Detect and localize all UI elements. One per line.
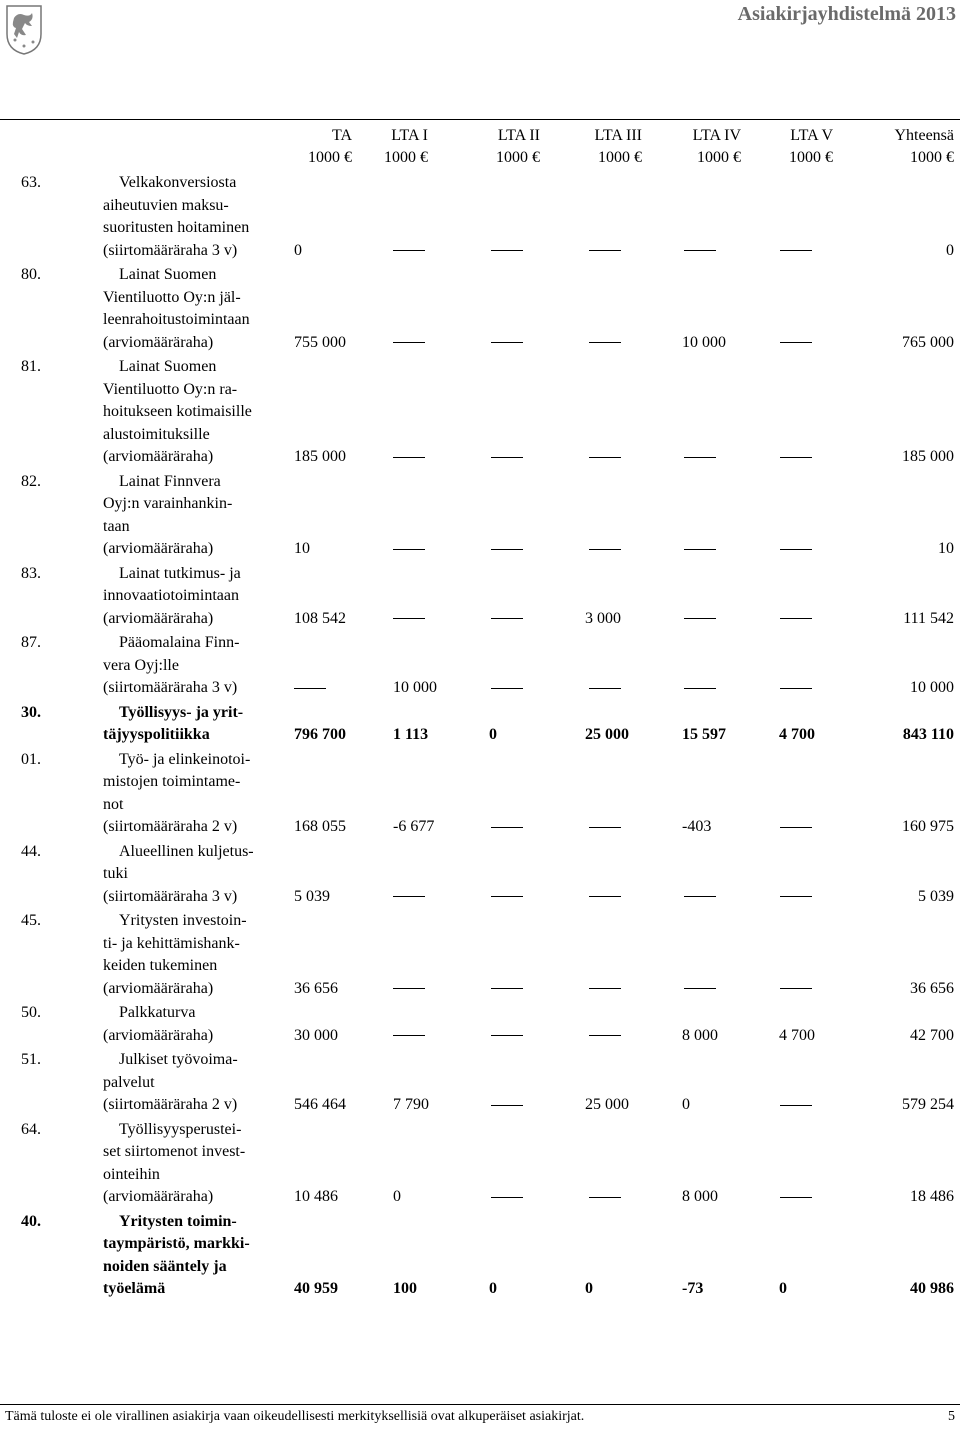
empty-value-dash	[780, 457, 812, 458]
row-label-line: (arviomääräraha)	[103, 540, 214, 557]
column-unit-1: 1000 €	[308, 149, 352, 166]
row-number: 81.	[21, 358, 41, 375]
row-label-line: palvelut	[103, 1073, 155, 1091]
row-total: 10	[938, 540, 954, 557]
row-label	[103, 563, 289, 631]
row-number: 63.	[21, 174, 41, 191]
empty-value-dash	[684, 618, 716, 619]
row-label-line: innovaatiotoimintaan	[103, 587, 239, 604]
column-unit-4: 1000 €	[598, 149, 642, 166]
row-value: 185 000	[294, 448, 346, 465]
column-head-4: LTA III	[594, 127, 642, 144]
row-value: -403	[682, 818, 712, 835]
row-label	[103, 1211, 289, 1301]
column-unit-6: 1000 €	[789, 149, 833, 166]
empty-value-dash	[589, 688, 621, 689]
empty-value-dash	[491, 549, 523, 550]
empty-value-dash	[491, 988, 523, 989]
empty-value-dash	[491, 250, 523, 251]
row-label-line: työelämä	[103, 1280, 166, 1297]
row-label-line: Lainat Finnvera	[119, 472, 221, 490]
column-unit-7: 1000 €	[910, 149, 954, 166]
empty-value-dash	[684, 549, 716, 550]
row-label-line: täjyyspolitiikka	[103, 726, 210, 743]
row-number: 83.	[21, 564, 41, 582]
column-unit-5: 1000 €	[697, 149, 741, 166]
row-label-line: Yritysten investoin-	[119, 912, 247, 929]
budget-table	[0, 172, 960, 1303]
table-row	[0, 1119, 960, 1209]
empty-value-dash	[780, 1105, 812, 1106]
row-total: 843 110	[902, 726, 954, 743]
row-value: 100	[393, 1280, 417, 1297]
column-head-2: LTA I	[391, 127, 428, 144]
row-number: 64.	[21, 1120, 41, 1138]
row-label-line: not	[103, 795, 124, 813]
row-value: 30 000	[294, 1026, 338, 1044]
coat-of-arms-lion-icon	[5, 4, 43, 56]
row-number: 01.	[21, 750, 41, 768]
row-label-line: Palkkaturva	[119, 1004, 196, 1021]
empty-value-dash	[589, 342, 621, 343]
row-label-line: (siirtomääräraha 3 v)	[103, 887, 238, 905]
row-number: 40.	[21, 1212, 41, 1230]
row-value: 8 000	[682, 1026, 718, 1044]
empty-value-dash	[393, 250, 425, 251]
empty-value-dash	[589, 827, 621, 828]
column-head-7: Yhteensä	[894, 127, 954, 144]
row-label-line: Alueellinen kuljetus-	[119, 842, 254, 860]
row-label-line: leenrahoitustoimintaan	[103, 311, 250, 328]
row-spacer	[0, 1301, 960, 1303]
row-label-line: Lainat Suomen	[119, 266, 217, 283]
row-label-line: set siirtomenot invest-	[103, 1143, 246, 1160]
table-row	[0, 702, 960, 747]
document-title: Asiakirjayhdistelmä 2013	[737, 3, 956, 25]
row-value: 0	[585, 1280, 593, 1297]
row-value: 796 700	[294, 726, 346, 743]
row-label-line: aiheutuvien maksu-	[103, 196, 229, 214]
row-label-line: (arviomääräraha)	[103, 979, 214, 997]
empty-value-dash	[780, 896, 812, 897]
empty-value-dash	[491, 1105, 523, 1106]
row-label-line: (arviomääräraha)	[103, 1026, 214, 1044]
row-number: 87.	[21, 634, 41, 651]
row-value: 25 000	[585, 1096, 629, 1113]
table-row	[0, 264, 960, 354]
empty-value-dash	[393, 1035, 425, 1036]
row-value: 0	[682, 1096, 690, 1113]
row-value: 7 790	[393, 1096, 429, 1113]
empty-value-dash	[780, 549, 812, 550]
table-row	[0, 1049, 960, 1117]
footer-disclaimer: Tämä tuloste ei ole virallinen asiakirja vaan oikeudellisesti merkityksellisiä ovat alkuperäiset asiakirjat.	[5, 1409, 585, 1424]
empty-value-dash	[294, 688, 326, 689]
empty-value-dash	[780, 988, 812, 989]
page-number: 5	[948, 1409, 955, 1424]
row-value: 10 000	[393, 679, 437, 696]
row-label-line: (siirtomääräraha 3 v)	[103, 241, 238, 259]
row-value: 10	[294, 540, 310, 557]
table-row	[0, 1002, 960, 1047]
column-head-3: LTA II	[497, 127, 540, 144]
row-label	[103, 1002, 289, 1047]
row-value: 25 000	[585, 726, 629, 743]
empty-value-dash	[684, 688, 716, 689]
empty-value-dash	[589, 988, 621, 989]
row-label	[103, 471, 289, 561]
empty-value-dash	[589, 549, 621, 550]
table-row	[0, 172, 960, 262]
row-label-line: Lainat tutkimus- ja	[119, 564, 241, 582]
empty-value-dash	[780, 618, 812, 619]
row-label	[103, 632, 289, 700]
row-value: 4 700	[779, 1026, 815, 1044]
table-row	[0, 910, 960, 1000]
row-label-line: (arviomääräraha)	[103, 609, 214, 627]
footer-divider	[0, 1404, 960, 1405]
row-value: -73	[682, 1280, 704, 1297]
row-value: 36 656	[294, 979, 338, 997]
row-value: 0	[294, 241, 302, 259]
column-unit-3: 1000 €	[496, 149, 540, 166]
empty-value-dash	[589, 1035, 621, 1036]
row-total: 160 975	[902, 818, 954, 835]
row-label-line: ointeihin	[103, 1165, 160, 1183]
row-value: 8 000	[682, 1188, 718, 1205]
row-label	[103, 749, 289, 839]
row-label-line: (arviomääräraha)	[103, 333, 214, 351]
row-value: 546 464	[294, 1096, 346, 1113]
empty-value-dash	[780, 1197, 812, 1198]
row-label-line: suoritusten hoitaminen	[103, 219, 250, 236]
empty-value-dash	[491, 618, 523, 619]
row-label-line: Työllisyysperustei-	[119, 1120, 242, 1138]
column-headers	[0, 125, 960, 171]
row-value: 0	[489, 726, 497, 743]
header-divider	[0, 119, 960, 120]
row-label	[103, 841, 289, 909]
row-label-line: keiden tukeminen	[103, 957, 218, 974]
row-number: 44.	[21, 842, 41, 860]
row-label-line: Julkiset työvoima-	[119, 1051, 238, 1068]
row-total: 111 542	[903, 609, 954, 627]
row-label-line: noiden sääntely ja	[103, 1257, 227, 1275]
empty-value-dash	[393, 896, 425, 897]
row-total: 5 039	[918, 887, 954, 905]
table-row	[0, 471, 960, 561]
empty-value-dash	[393, 549, 425, 550]
row-label-line: (siirtomääräraha 2 v)	[103, 1096, 238, 1113]
column-unit-2: 1000 €	[384, 149, 428, 166]
row-number: 50.	[21, 1004, 41, 1021]
column-head-6: LTA V	[790, 127, 833, 144]
empty-value-dash	[491, 342, 523, 343]
row-label-line: Vientiluotto Oy:n jäl-	[103, 288, 241, 306]
row-label-line: Vientiluotto Oy:n ra-	[103, 380, 238, 398]
table-row	[0, 749, 960, 839]
row-value: 40 959	[294, 1280, 338, 1297]
empty-value-dash	[589, 1197, 621, 1198]
row-total: 40 986	[910, 1280, 954, 1297]
row-value: 168 055	[294, 818, 346, 835]
row-label-line: (siirtomääräraha 3 v)	[103, 679, 238, 696]
row-value: 0	[489, 1280, 497, 1297]
row-value: 10 486	[294, 1188, 338, 1205]
row-label-line: mistojen toimintame-	[103, 773, 241, 790]
row-value: 0	[393, 1188, 401, 1205]
row-label	[103, 1119, 289, 1209]
empty-value-dash	[491, 896, 523, 897]
row-value: 4 700	[779, 726, 815, 743]
page-header	[0, 0, 960, 120]
column-head-5: LTA IV	[692, 127, 741, 144]
row-label-line: taan	[103, 517, 130, 535]
table-row	[0, 841, 960, 909]
empty-value-dash	[491, 827, 523, 828]
row-value: 108 542	[294, 609, 346, 627]
row-label-line: Pääomalaina Finn-	[119, 634, 240, 651]
empty-value-dash	[780, 250, 812, 251]
row-total: 765 000	[902, 333, 954, 351]
row-total: 36 656	[910, 979, 954, 997]
row-value: 5 039	[294, 887, 330, 905]
row-value: 755 000	[294, 333, 346, 351]
row-total: 579 254	[902, 1096, 954, 1113]
row-label	[103, 1049, 289, 1117]
row-total: 185 000	[902, 448, 954, 465]
row-label-line: (arviomääräraha)	[103, 1188, 214, 1205]
row-label-line: taympäristö, markki-	[103, 1235, 250, 1252]
empty-value-dash	[684, 457, 716, 458]
empty-value-dash	[491, 1035, 523, 1036]
empty-value-dash	[491, 688, 523, 689]
row-number: 82.	[21, 472, 41, 490]
row-label-line: alustoimituksille	[103, 425, 210, 443]
empty-value-dash	[589, 250, 621, 251]
empty-value-dash	[780, 688, 812, 689]
row-label-line: Velkakonversiosta	[119, 174, 237, 191]
row-label-line: Työ- ja elinkeinotoi-	[119, 750, 251, 768]
row-label	[103, 172, 289, 262]
empty-value-dash	[393, 457, 425, 458]
row-label-line: ti- ja kehittämishank-	[103, 934, 240, 952]
row-label-line: Lainat Suomen	[119, 358, 217, 375]
row-label-line: (siirtomääräraha 2 v)	[103, 818, 238, 835]
empty-value-dash	[780, 342, 812, 343]
empty-value-dash	[491, 457, 523, 458]
row-label-line: tuki	[103, 865, 128, 882]
row-label	[103, 264, 289, 354]
empty-value-dash	[393, 618, 425, 619]
empty-value-dash	[684, 250, 716, 251]
row-value: 0	[779, 1280, 787, 1297]
empty-value-dash	[589, 896, 621, 897]
row-label-line: (arviomääräraha)	[103, 448, 214, 465]
row-total: 18 486	[910, 1188, 954, 1205]
empty-value-dash	[393, 988, 425, 989]
table-row	[0, 1211, 960, 1301]
row-label	[103, 702, 289, 747]
row-number: 80.	[21, 266, 41, 283]
empty-value-dash	[684, 988, 716, 989]
row-label-line: hoitukseen kotimaisille	[103, 403, 252, 420]
row-label-line: Oyj:n varainhankin-	[103, 495, 233, 512]
empty-value-dash	[589, 457, 621, 458]
row-total: 0	[946, 241, 954, 259]
row-value: -6 677	[393, 818, 435, 835]
row-label	[103, 910, 289, 1000]
row-value: 10 000	[682, 333, 726, 351]
empty-value-dash	[393, 342, 425, 343]
table-row	[0, 632, 960, 700]
empty-value-dash	[780, 827, 812, 828]
row-label-line: vera Oyj:lle	[103, 656, 179, 674]
row-label-line: Yritysten toimin-	[119, 1212, 237, 1230]
column-head-1: TA	[331, 127, 352, 144]
row-value: 3 000	[585, 609, 621, 627]
table-row	[0, 563, 960, 631]
row-total: 10 000	[910, 679, 954, 696]
row-value: 1 113	[393, 726, 429, 743]
row-number: 51.	[21, 1051, 41, 1068]
row-total: 42 700	[910, 1026, 954, 1044]
empty-value-dash	[684, 896, 716, 897]
table-row	[0, 356, 960, 469]
empty-value-dash	[491, 1197, 523, 1198]
row-number: 45.	[21, 912, 41, 929]
row-value: 15 597	[682, 726, 726, 743]
row-label	[103, 356, 289, 469]
row-number: 30.	[21, 703, 41, 721]
row-label-line: Työllisyys- ja yrit-	[119, 703, 244, 721]
